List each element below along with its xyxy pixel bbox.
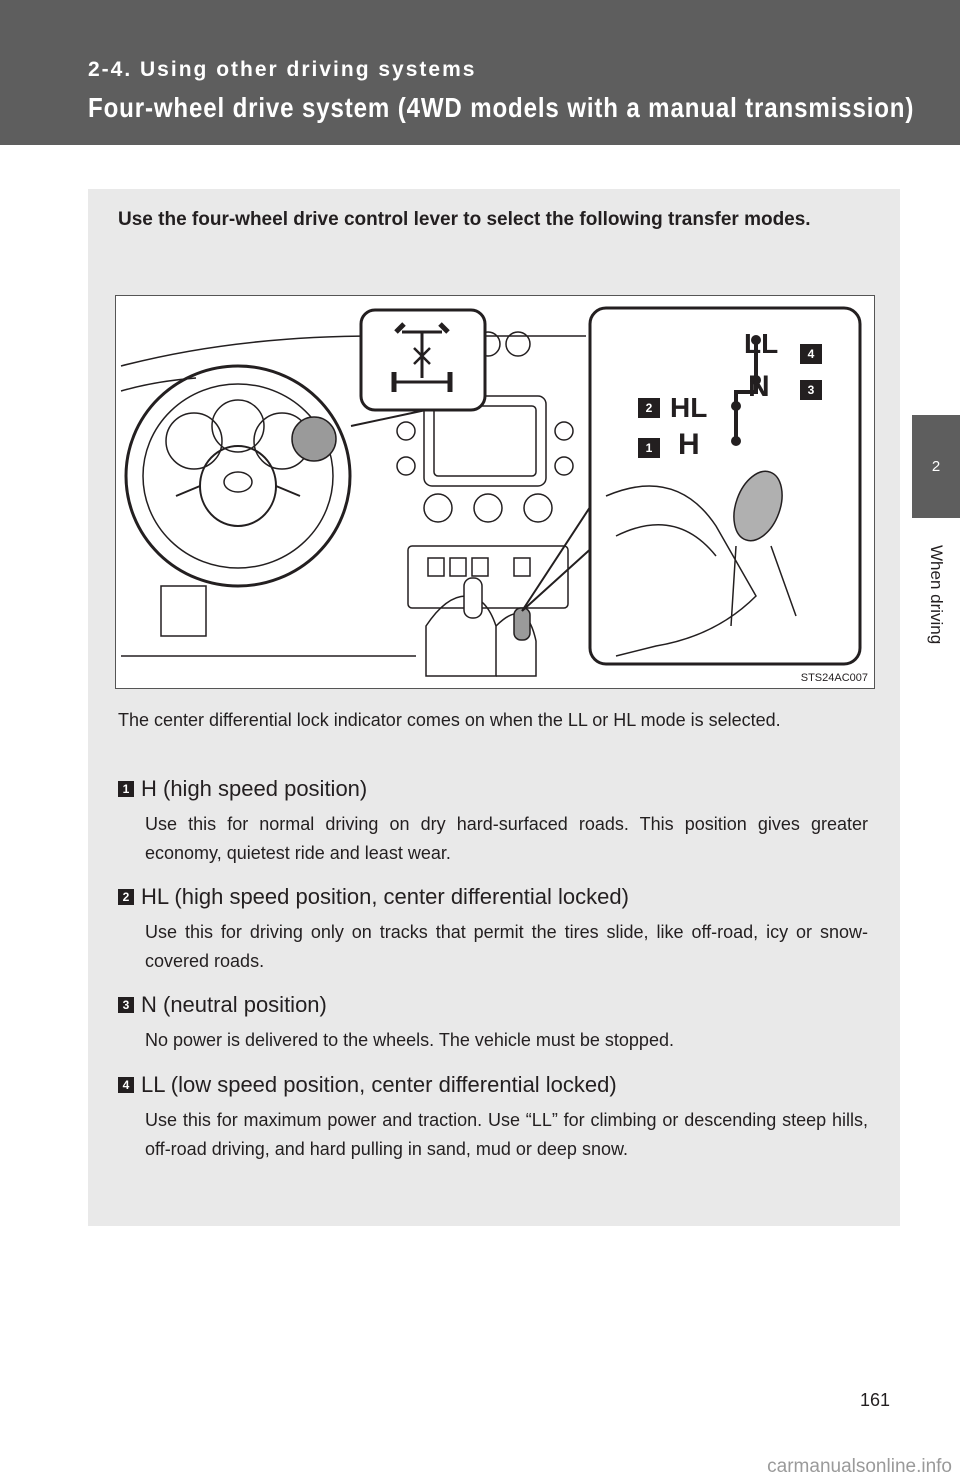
intro-text: Use the four-wheel drive control lever to select the following transfer modes. <box>118 209 811 230</box>
chapter-title: When driving <box>927 545 946 645</box>
page-header <box>0 0 960 145</box>
chapter-tab[interactable] <box>912 415 960 518</box>
label-hl-text: HL <box>670 392 708 423</box>
mode-description: Use this for normal driving on dry hard-surfaced roads. This position gives greater economy, quietest ride and least wear. <box>145 814 868 863</box>
badge-4: 4 <box>800 344 822 364</box>
mode-item-hl <box>118 884 868 976</box>
label-hl <box>670 392 707 424</box>
chapter-number: 2 <box>931 458 941 475</box>
mode-item-h <box>118 776 868 868</box>
page-title: Four-wheel drive system (4WD models with a manual transmission) <box>88 92 915 123</box>
badge-1: 1 <box>638 438 660 458</box>
badge-3: 3 <box>118 997 134 1013</box>
label-ll <box>744 328 778 360</box>
label-ll-text: LL <box>744 328 779 359</box>
badge-3: 3 <box>800 380 822 400</box>
label-n <box>748 370 770 404</box>
mode-title: HL (high speed position, center differential locked) <box>141 884 629 909</box>
shift-lever-illustration <box>115 295 875 689</box>
mode-item-ll <box>118 1072 868 1164</box>
label-n-text: N <box>748 370 770 403</box>
watermark: carmanualsonline.info <box>767 1456 952 1477</box>
badge-4: 4 <box>118 1077 134 1093</box>
badge-2: 2 <box>638 398 660 418</box>
mode-item-n <box>118 992 868 1055</box>
mode-title: H (high speed position) <box>141 776 368 801</box>
mode-title: LL (low speed position, center differential locked) <box>141 1072 617 1097</box>
label-h <box>678 428 700 462</box>
page-number: 161 <box>860 1390 891 1410</box>
mode-description: Use this for driving only on tracks that permit the tires slide, like off-road, icy or snow-covered roads. <box>145 922 868 971</box>
mode-description: No power is delivered to the wheels. The vehicle must be stopped. <box>145 1030 674 1050</box>
badge-2: 2 <box>118 889 134 905</box>
badge-1: 1 <box>118 781 134 797</box>
chapter-label <box>912 520 960 670</box>
mode-title: N (neutral position) <box>141 992 327 1017</box>
indicator-note: The center differential lock indicator comes on when the LL or HL mode is selected. <box>118 710 781 730</box>
figure-code: STS24AC007 <box>800 672 868 684</box>
label-h-text: H <box>678 428 700 461</box>
mode-description: Use this for maximum power and traction. Use “LL” for climbing or descending steep hills, off-road driving, and hard pulling in sand, mud or deep snow. <box>145 1110 868 1159</box>
section-label: 2-4. Using other driving systems <box>88 58 477 81</box>
